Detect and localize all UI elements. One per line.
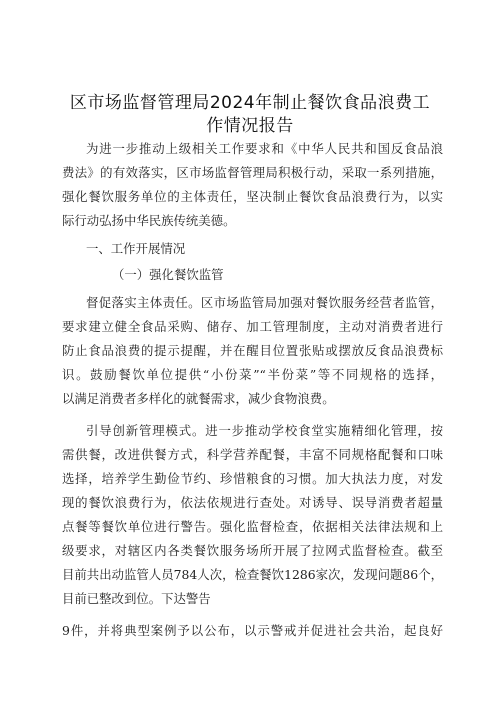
section-heading-1: 一、工作开展情况 bbox=[86, 241, 186, 256]
intro-line-2: 费法》的有效落实，区市场监督管理局积极行动，采取一系列措施， bbox=[62, 165, 443, 180]
paragraph3-line-1: 9件，并将典型案例予以公布，以示警戒并促进社会共治，起良好 bbox=[62, 623, 443, 638]
paragraph2-line-6: 级要求，对辖区内各类餐饮服务场所开展了拉网式监督检查。截至 bbox=[62, 543, 443, 558]
paragraph1-line-3: 防止食品浪费的提示提醒，并在醒目位置张贴或摆放反食品浪费标 bbox=[62, 343, 443, 358]
paragraph2-line-8: 目前已整改到位。下达警告 bbox=[62, 591, 211, 606]
paragraph2-line-1: 引导创新管理模式。进一步推动学校食堂实施精细化管理，按 bbox=[86, 423, 443, 438]
paragraph2-line-3: 选择，培养学生勤俭节约、珍惜粮食的习惯。加大执法力度，对发 bbox=[62, 471, 443, 486]
document-title-line-2: 作情况报告 bbox=[206, 116, 294, 136]
paragraph2-line-7: 目前共出动监管人员784人次，检查餐饮1286家次，发现问题86个， bbox=[62, 567, 443, 582]
paragraph1-line-5: 以满足消费者多样化的就餐需求，减少食物浪费。 bbox=[62, 391, 335, 406]
paragraph2-line-5: 点餐等餐饮单位进行警告。强化监督检查，依据相关法律法规和上 bbox=[62, 519, 443, 534]
paragraph1-line-2: 要求建立健全食品采购、储存、加工管理制度，主动对消费者进行 bbox=[62, 319, 443, 334]
intro-line-3: 强化餐饮服务单位的主体责任，坚决制止餐饮食品浪费行为，以实 bbox=[62, 189, 443, 204]
paragraph1-line-4: 识。鼓励餐饮单位提供“小份菜”“半份菜”等不同规格的选择， bbox=[62, 367, 443, 382]
intro-line-1: 为进一步推动上级相关工作要求和《中华人民共和国反食品浪 bbox=[86, 141, 443, 156]
paragraph2-line-4: 现的餐饮浪费行为，依法依规进行查处。对诱导、误导消费者超量 bbox=[62, 495, 443, 510]
paragraph1-line-1: 督促落实主体责任。区市场监管局加强对餐饮服务经营者监管， bbox=[86, 295, 443, 310]
intro-line-4: 际行动弘扬中华民族传统美德。 bbox=[62, 213, 236, 228]
paragraph2-line-2: 需供餐，改进供餐方式，科学营养配餐，丰富不同规格配餐和口味 bbox=[62, 447, 443, 462]
document-title-line-1: 区市场监督管理局2024年制止餐饮食品浪费工 bbox=[69, 93, 431, 113]
subsection-heading-1: （一）强化餐饮监管 bbox=[112, 267, 224, 282]
